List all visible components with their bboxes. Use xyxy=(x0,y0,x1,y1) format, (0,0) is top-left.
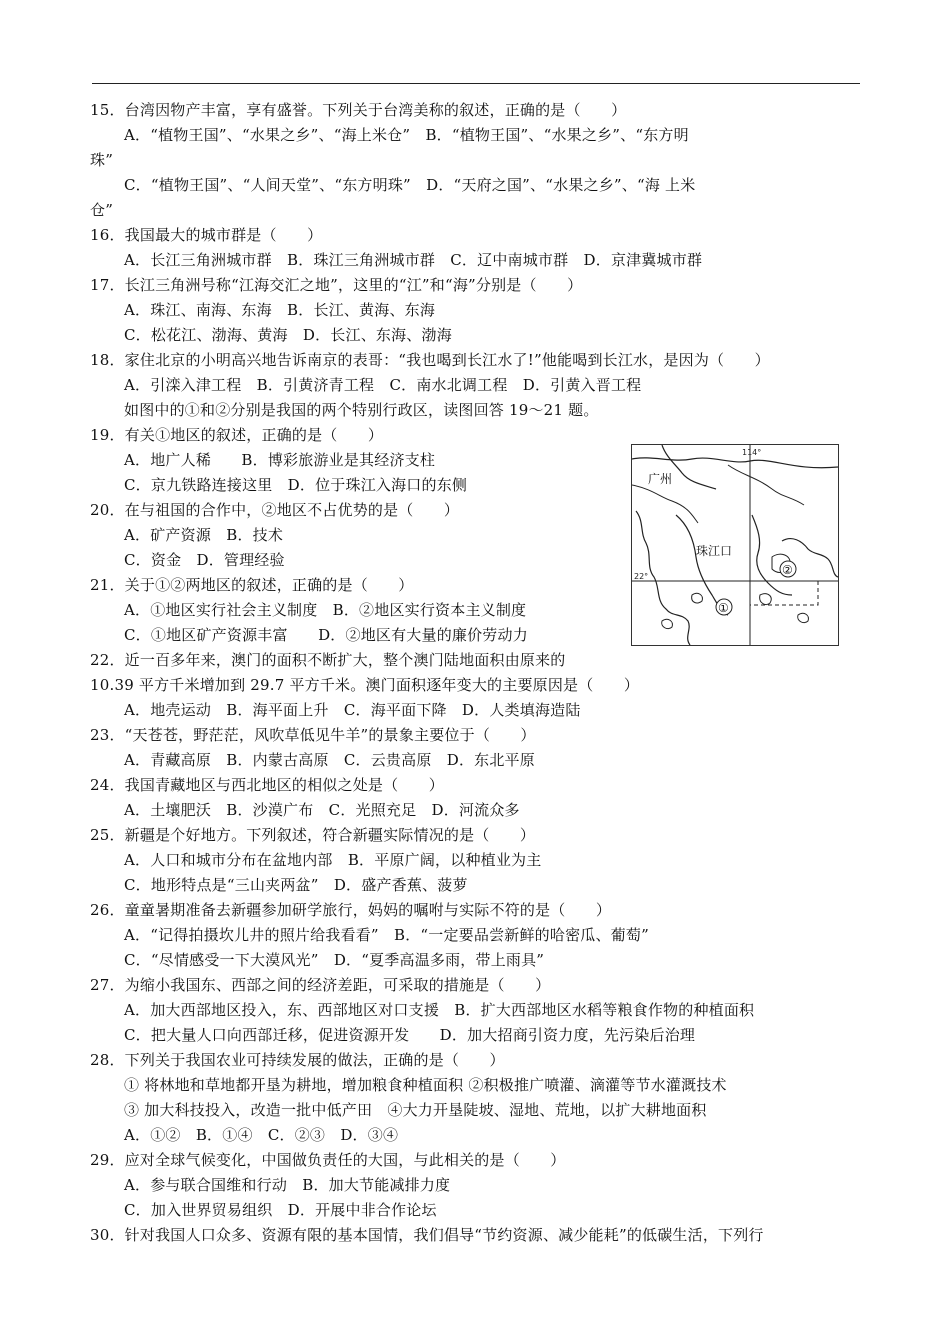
option-line-wrap: 珠” xyxy=(90,151,114,169)
question-16: 16．我国最大的城市群是（ ） xyxy=(90,226,323,244)
map-drawing xyxy=(632,445,838,645)
option-line: A．加大西部地区投入，东、西部地区对口支援 B．扩大西部地区水稻等粮食作物的种植面积 xyxy=(124,1001,755,1019)
island xyxy=(798,613,809,622)
question-23: 23．“天苍苍，野茫茫，风吹草低见牛羊”的景象主要位于（ ） xyxy=(90,726,536,744)
option-line: A．长江三角洲城市群 B．珠江三角洲城市群 C．辽中南城市群 D．京津冀城市群 xyxy=(124,251,703,269)
question-18: 18．家住北京的小明高兴地告诉南京的表哥：“我也喝到长江水了!”他能喝到长江水，是因为（ ） xyxy=(90,351,770,369)
option-line: C．“植物王国”、“人间天堂”、“东方明珠” D．“天府之国”、“水果之乡”、“海 上米 xyxy=(124,176,696,194)
marker-2-label: ② xyxy=(782,563,793,577)
longitude-label: 114° xyxy=(742,448,762,457)
option-line: C．京九铁路连接这里 D．位于珠江入海口的东侧 xyxy=(124,476,468,494)
island xyxy=(692,593,703,603)
option-line: C．地形特点是“三山夹两盆” D．盛产香蕉、菠萝 xyxy=(124,876,468,894)
question-15: 15．台湾因物产丰富，享有盛誉。下列关于台湾美称的叙述，正确的是（ ） xyxy=(90,101,627,119)
option-line: A．参与联合国维和行动 B．加大节能减排力度 xyxy=(124,1176,451,1194)
city-label: 广州 xyxy=(648,472,673,486)
option-line: A．地壳运动 B．海平面上升 C．海平面下降 D．人类填海造陆 xyxy=(124,701,581,719)
option-line: C．松花江、渤海、黄海 D．长江、东海、渤海 xyxy=(124,326,452,344)
island xyxy=(662,619,673,628)
option-line: C．“尽情感受一下大漠风光” D．“夏季高温多雨，带上雨具” xyxy=(124,951,545,969)
option-line: A．①② B．①④ C．②③ D．③④ xyxy=(124,1126,399,1144)
option-line: C．把大量人口向西部迁移，促进资源开发 D．加大招商引资力度，先污染后治理 xyxy=(124,1026,696,1044)
estuary-east-shore xyxy=(752,515,792,595)
option-line: A．“记得拍摄坎儿井的照片给我看看” B．“一定要品尝新鲜的哈密瓜、葡萄” xyxy=(124,926,649,944)
option-line: A．青藏高原 B．内蒙古高原 C．云贵高原 D．东北平原 xyxy=(124,751,535,769)
marker-1-label: ① xyxy=(718,601,729,615)
question-27: 27．为缩小我国东、西部之间的经济差距，可采取的措施是（ ） xyxy=(90,976,551,994)
island xyxy=(760,594,772,605)
question-21: 21．关于①②两地区的叙述，正确的是（ ） xyxy=(90,576,414,594)
option-line: A．珠江、南海、东海 B．长江、黄海、东海 xyxy=(124,301,436,319)
estuary-label: 珠江口 xyxy=(696,544,733,558)
river-east xyxy=(728,465,804,505)
river-north xyxy=(632,458,838,468)
pearl-river-delta-map xyxy=(631,444,839,646)
question-25: 25．新疆是个好地方。下列叙述，符合新疆实际情况的是（ ） xyxy=(90,826,536,844)
option-line: C．资金 D．管理经验 xyxy=(124,551,285,569)
question-22: 22．近一百多年来，澳门的面积不断扩大，整个澳门陆地面积由原来的 xyxy=(90,651,566,669)
option-line: A．引滦入津工程 B．引黄济青工程 C．南水北调工程 D．引黄入晋工程 xyxy=(124,376,642,394)
option-line: C．加入世界贸易组织 D．开展中非合作论坛 xyxy=(124,1201,437,1219)
question-19: 19．有关①地区的叙述，正确的是（ ） xyxy=(90,426,384,444)
question-17: 17．长江三角洲号称“江海交汇之地”，这里的“江”和“海”分别是（ ） xyxy=(90,276,583,294)
question-26: 26．童童暑期准备去新疆参加研学旅行，妈妈的嘱咐与实际不符的是（ ） xyxy=(90,901,612,919)
latitude-label: 22° xyxy=(634,572,649,581)
option-line: A．土壤肥沃 B．沙漠广布 C．光照充足 D．河流众多 xyxy=(124,801,520,819)
question-28: 28．下列关于我国农业可持续发展的做法，正确的是（ ） xyxy=(90,1051,505,1069)
option-line: A．矿产资源 B．技术 xyxy=(124,526,284,544)
map-instruction: 如图中的①和②分别是我国的两个特别行政区，读图回答 19～21 题。 xyxy=(124,401,599,419)
river-west xyxy=(632,485,698,523)
question-30: 30．针对我国人口众多、资源有限的基本国情，我们倡导“节约资源、减少能耗”的低碳生活，下列行 xyxy=(90,1226,764,1244)
question-22-cont: 10.39 平方千米增加到 29.7 平方千米。澳门面积逐年变大的主要原因是（ ） xyxy=(90,676,640,694)
option-line: A．①地区实行社会主义制度 B．②地区实行资本主义制度 xyxy=(124,601,527,619)
statement-line: ③ 加大科技投入，改造一批中低产田 ④大力开垦陡坡、湿地、荒地，以扩大耕地面积 xyxy=(124,1101,707,1119)
option-line: A．地广人稀 B．博彩旅游业是其经济支柱 xyxy=(124,451,436,469)
header-rule xyxy=(92,83,860,84)
question-29: 29．应对全球气候变化，中国做负责任的大国，与此相关的是（ ） xyxy=(90,1151,566,1169)
question-20: 20．在与祖国的合作中，②地区不占优势的是（ ） xyxy=(90,501,460,519)
option-line: A．人口和城市分布在盆地内部 B．平原广阔，以种植业为主 xyxy=(124,851,542,869)
option-line: C．①地区矿产资源丰富 D．②地区有大量的廉价劳动力 xyxy=(124,626,528,644)
question-24: 24．我国青藏地区与西北地区的相似之处是（ ） xyxy=(90,776,444,794)
option-line-wrap: 仓” xyxy=(90,201,114,219)
statement-line: ① 将林地和草地都开垦为耕地，增加粮食种植面积 ②积极推广喷灌、滴灌等节水灌溉技术 xyxy=(124,1076,727,1094)
option-line: A．“植物王国”、“水果之乡”、“海上米仓” B．“植物王国”、“水果之乡”、“东方明 xyxy=(124,126,689,144)
